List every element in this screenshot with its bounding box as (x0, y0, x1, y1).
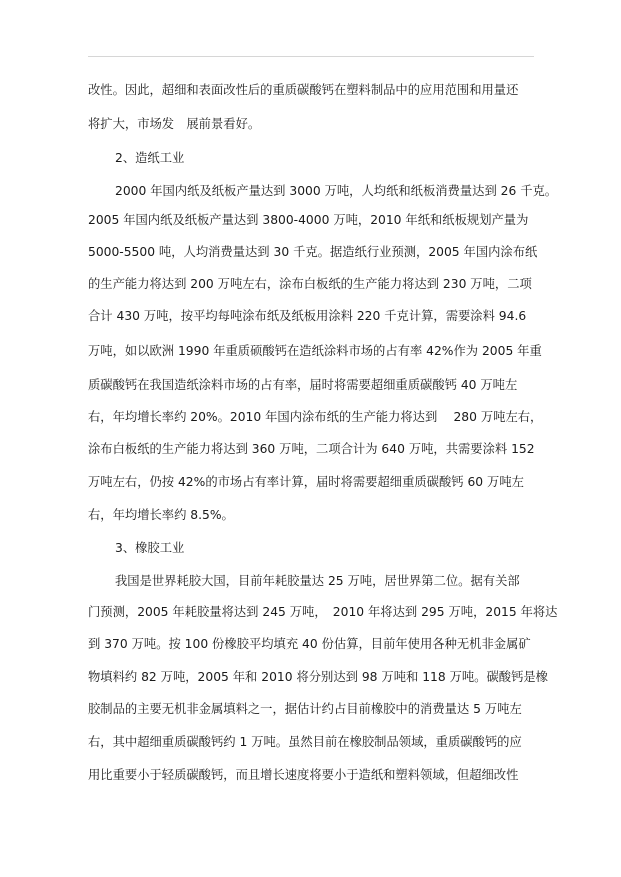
paragraph-line: 万吨左右，仍按 42%的市场占有率计算，届时将需要超细重质碳酸钙 60 万吨左 (88, 475, 524, 489)
section-heading: 3、橡胶工业 (115, 541, 185, 555)
paragraph-line: 质碳酸钙在我国造纸涂料市场的占有率，届时将需要超细重质碳酸钙 40 万吨左 (88, 378, 518, 392)
paragraph-line: 改性。因此，超细和表面改性后的重质碳酸钙在塑料制品中的应用范围和用量还 (88, 83, 519, 97)
paragraph-line: 合计 430 万吨，按平均每吨涂布纸及纸板用涂料 220 千克计算，需要涂料 94.6 (88, 309, 527, 323)
paragraph-line: 右，其中超细重质碳酸钙约 1 万吨。虽然目前在橡胶制品领域，重质碳酸钙的应 (88, 735, 522, 749)
paragraph-line: 用比重要小于轻质碳酸钙，而且增长速度将要小于造纸和塑料领域，但超细改性 (88, 768, 519, 782)
paragraph-line: 物填料约 82 万吨，2005 年和 2010 将分别达到 98 万吨和 118 万吨。碳酸钙是橡 (88, 670, 548, 684)
paragraph-line: 门预测，2005 年耗胶量将达到 245 万吨， 2010 年将达到 295 万吨，2015 年将达 (88, 605, 558, 619)
paragraph-line: 右，年均增长率约 8.5%。 (88, 508, 234, 522)
paragraph-line: 2000 年国内纸及纸板产量达到 3000 万吨，人均纸和纸板消费量达到 26 千克。 (115, 184, 558, 198)
paragraph-line: 胶制品的主要无机非金属填料之一，据估计约占目前橡胶中的消费量达 5 万吨左 (88, 702, 522, 716)
paragraph-line: 2005 年国内纸及纸板产量达到 3800-4000 万吨，2010 年纸和纸板规划产量为 (88, 213, 529, 227)
paragraph-line: 涂布白板纸的生产能力将达到 360 万吨，二项合计为 640 万吨，共需要涂料 152 (88, 442, 535, 456)
paragraph-line: 右，年均增长率约 20%。2010 年国内涂布纸的生产能力将达到 280 万吨左右， (88, 410, 543, 424)
paragraph-line: 到 370 万吨。按 100 份橡胶平均填充 40 份估算，目前年使用各种无机非金属矿 (88, 637, 531, 651)
section-heading: 2、造纸工业 (115, 151, 185, 165)
paragraph-line: 5000-5500 吨，人均消费量达到 30 千克。据造纸行业预测，2005 年国内涂布纸 (88, 245, 538, 259)
header-divider (88, 56, 534, 57)
paragraph-line: 将扩大，市场发 展前景看好。 (88, 117, 261, 131)
paragraph-line: 万吨，如以欧洲 1990 年重质硕酸钙在造纸涂料市场的占有率 42%作为 2005 年重 (88, 344, 542, 358)
paragraph-line: 的生产能力将达到 200 万吨左右，涂布白板纸的生产能力将达到 230 万吨，二项 (88, 277, 532, 291)
paragraph-line: 我国是世界耗胶大国，目前年耗胶量达 25 万吨，居世界第二位。据有关部 (115, 574, 520, 588)
